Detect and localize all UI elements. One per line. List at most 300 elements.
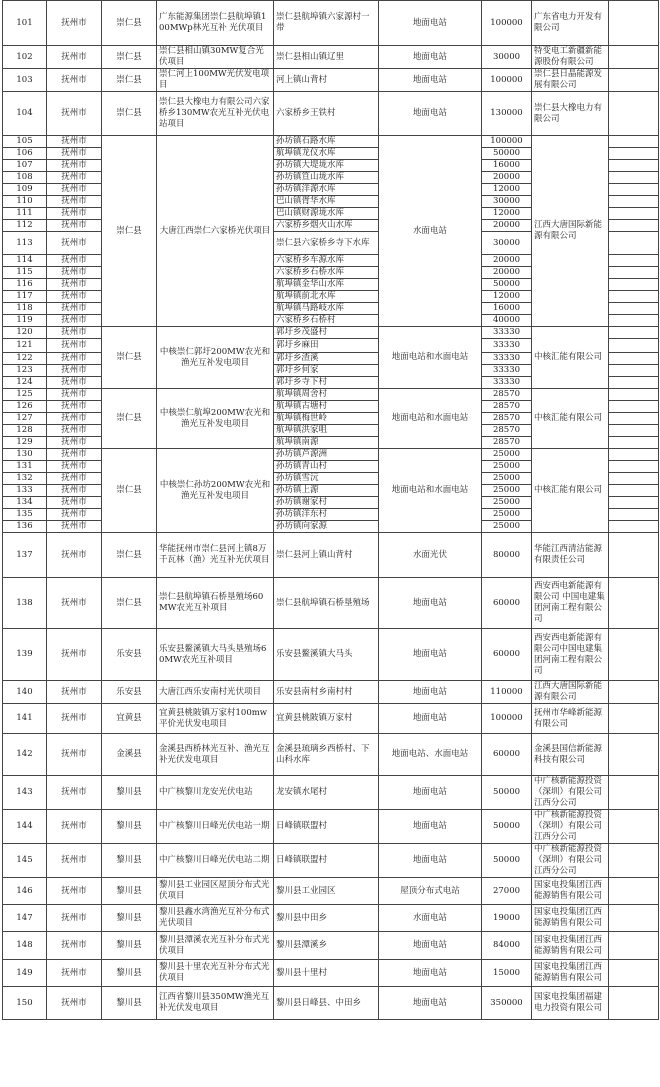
table-row: [3, 776, 659, 810]
capacity-cell: 60000: [482, 629, 532, 681]
table-row: [3, 810, 659, 844]
row-number: 118: [3, 303, 47, 315]
row-number: 129: [3, 437, 47, 449]
capacity-cell: 100000: [482, 1, 532, 46]
table-row: [3, 681, 659, 704]
city-cell: 抚州市: [47, 220, 102, 232]
row-number: 122: [3, 353, 47, 365]
capacity-cell: 84000: [482, 932, 532, 960]
capacity-cell: 30000: [482, 196, 532, 208]
blank-cell: [609, 533, 659, 578]
blank-cell: [609, 136, 659, 148]
row-number: 131: [3, 461, 47, 473]
project-name-cell: 崇仁县相山镇30MW复合光伏项目: [157, 46, 274, 69]
county-cell: 崇仁县: [102, 578, 157, 629]
city-cell: 抚州市: [47, 629, 102, 681]
table-row: [3, 905, 659, 932]
capacity-cell: 100000: [482, 704, 532, 734]
row-number: 120: [3, 327, 47, 339]
site-cell: 六家桥乡石桥村: [274, 315, 379, 327]
company-cell: 广东省电力开发有限公司: [532, 1, 609, 46]
capacity-cell: 50000: [482, 776, 532, 810]
blank-cell: [609, 279, 659, 291]
station-type-cell: 地面电站、水面电站: [379, 734, 482, 776]
table-row: [3, 704, 659, 734]
site-cell: 郭圩乡茂盛村: [274, 327, 379, 339]
station-type-cell: 地面电站: [379, 810, 482, 844]
company-cell: 崇仁县日晶能源发展有限公司: [532, 69, 609, 92]
site-cell: 孙坊镇雪沅: [274, 473, 379, 485]
station-type-cell: 屋顶分布式电站: [379, 878, 482, 905]
company-cell: 华能江西清洁能源有限责任公司: [532, 533, 609, 578]
city-cell: 抚州市: [47, 184, 102, 196]
row-number: 139: [3, 629, 47, 681]
station-type-cell: 地面电站: [379, 69, 482, 92]
capacity-cell: 27000: [482, 878, 532, 905]
blank-cell: [609, 353, 659, 365]
city-cell: 抚州市: [47, 681, 102, 704]
company-cell: 中广核新能源投资（深圳）有限公司江西分公司: [532, 810, 609, 844]
capacity-cell: 12000: [482, 208, 532, 220]
city-cell: 抚州市: [47, 485, 102, 497]
blank-cell: [609, 497, 659, 509]
capacity-cell: 25000: [482, 449, 532, 461]
row-number: 133: [3, 485, 47, 497]
site-cell: 黎川县十里村: [274, 960, 379, 987]
site-cell: 郭圩乡渣溪: [274, 353, 379, 365]
station-type-cell: 地面电站: [379, 987, 482, 1020]
capacity-cell: 12000: [482, 184, 532, 196]
site-cell: 河上镇山背村: [274, 69, 379, 92]
county-cell: 崇仁县: [102, 389, 157, 449]
station-type-cell: 地面电站和水面电站: [379, 449, 482, 533]
capacity-cell: 100000: [482, 136, 532, 148]
company-cell: 中核汇能有限公司: [532, 449, 609, 533]
city-cell: 抚州市: [47, 473, 102, 485]
project-name-cell: 黎川县潭溪农光互补分布式光伏项目: [157, 932, 274, 960]
county-cell: 崇仁县: [102, 69, 157, 92]
row-number: 115: [3, 267, 47, 279]
city-cell: 抚州市: [47, 267, 102, 279]
table-row: [3, 734, 659, 776]
blank-cell: [609, 461, 659, 473]
blank-cell: [609, 172, 659, 184]
company-cell: 国家电投集团江西能源销售有限公司: [532, 905, 609, 932]
city-cell: 抚州市: [47, 521, 102, 533]
city-cell: 抚州市: [47, 92, 102, 136]
site-cell: 郭圩乡麻田: [274, 339, 379, 353]
capacity-cell: 28570: [482, 389, 532, 401]
company-cell: 崇仁县大橡电力有限公司: [532, 92, 609, 136]
project-name-cell: 崇仁县航埠镇石桥垦殖场60MW农光互补项目: [157, 578, 274, 629]
site-cell: 航埠镇前北水库: [274, 291, 379, 303]
row-number: 138: [3, 578, 47, 629]
site-cell: 日峰镇联盟村: [274, 810, 379, 844]
county-cell: 崇仁县: [102, 92, 157, 136]
blank-cell: [609, 449, 659, 461]
capacity-cell: 50000: [482, 810, 532, 844]
table-row: [3, 449, 659, 461]
blank-cell: [609, 776, 659, 810]
site-cell: 六家桥乡车源水库: [274, 255, 379, 267]
city-cell: 抚州市: [47, 315, 102, 327]
city-cell: 抚州市: [47, 401, 102, 413]
city-cell: 抚州市: [47, 1, 102, 46]
capacity-cell: 20000: [482, 220, 532, 232]
station-type-cell: 地面电站: [379, 92, 482, 136]
city-cell: 抚州市: [47, 960, 102, 987]
capacity-cell: 80000: [482, 533, 532, 578]
project-name-cell: 中广核黎川日峰光伏电站一期: [157, 810, 274, 844]
city-cell: 抚州市: [47, 389, 102, 401]
county-cell: 金溪县: [102, 734, 157, 776]
blank-cell: [609, 220, 659, 232]
capacity-cell: 28570: [482, 437, 532, 449]
row-number: 135: [3, 509, 47, 521]
capacity-cell: 28570: [482, 425, 532, 437]
site-cell: 孙坊镇向家源: [274, 521, 379, 533]
site-cell: 航埠镇古塘村: [274, 401, 379, 413]
blank-cell: [609, 425, 659, 437]
row-number: 128: [3, 425, 47, 437]
company-cell: 国家电投集团江西能源销售有限公司: [532, 878, 609, 905]
capacity-cell: 25000: [482, 461, 532, 473]
row-number: 125: [3, 389, 47, 401]
city-cell: 抚州市: [47, 69, 102, 92]
capacity-cell: 25000: [482, 509, 532, 521]
table-row: [3, 389, 659, 401]
row-number: 130: [3, 449, 47, 461]
capacity-cell: 25000: [482, 497, 532, 509]
project-name-cell: 江西省黎川县350MW渔光互补光伏发电项目: [157, 987, 274, 1020]
county-cell: 黎川县: [102, 932, 157, 960]
blank-cell: [609, 810, 659, 844]
site-cell: 孙坊镇青山村: [274, 461, 379, 473]
row-number: 103: [3, 69, 47, 92]
project-name-cell: 黎川县鑫水湾渔光互补分布式光伏项目: [157, 905, 274, 932]
blank-cell: [609, 303, 659, 315]
table-row: [3, 92, 659, 136]
blank-cell: [609, 401, 659, 413]
capacity-cell: 50000: [482, 148, 532, 160]
city-cell: 抚州市: [47, 905, 102, 932]
project-name-cell: 广东能源集团崇仁县航埠镇100MWp林光互补 光伏项目: [157, 1, 274, 46]
city-cell: 抚州市: [47, 160, 102, 172]
county-cell: 黎川县: [102, 905, 157, 932]
site-cell: 孙坊镇谢家村: [274, 497, 379, 509]
capacity-cell: 100000: [482, 69, 532, 92]
county-cell: 黎川县: [102, 776, 157, 810]
table-row: [3, 878, 659, 905]
project-name-cell: 中核崇仁航埠200MW农光和渔光互补发电项目: [157, 389, 274, 449]
city-cell: 抚州市: [47, 172, 102, 184]
city-cell: 抚州市: [47, 734, 102, 776]
capacity-cell: 30000: [482, 232, 532, 255]
city-cell: 抚州市: [47, 136, 102, 148]
station-type-cell: 水面光伏: [379, 533, 482, 578]
capacity-cell: 50000: [482, 844, 532, 878]
blank-cell: [609, 521, 659, 533]
city-cell: 抚州市: [47, 196, 102, 208]
project-name-cell: 中核崇仁郭圩200MW农光和渔光互补发电项目: [157, 327, 274, 389]
capacity-cell: 16000: [482, 303, 532, 315]
city-cell: 抚州市: [47, 776, 102, 810]
blank-cell: [609, 255, 659, 267]
row-number: 109: [3, 184, 47, 196]
row-number: 148: [3, 932, 47, 960]
blank-cell: [609, 315, 659, 327]
site-cell: 崇仁县航埠镇六家源村一带: [274, 1, 379, 46]
table-row: [3, 932, 659, 960]
capacity-cell: 19000: [482, 905, 532, 932]
row-number: 141: [3, 704, 47, 734]
blank-cell: [609, 327, 659, 339]
row-number: 134: [3, 497, 47, 509]
station-type-cell: 地面电站: [379, 844, 482, 878]
row-number: 121: [3, 339, 47, 353]
blank-cell: [609, 208, 659, 220]
station-type-cell: 地面电站: [379, 960, 482, 987]
site-cell: 孙坊镇上源: [274, 485, 379, 497]
table-row: [3, 69, 659, 92]
capacity-cell: 28570: [482, 401, 532, 413]
county-cell: 黎川县: [102, 960, 157, 987]
site-cell: 日峰镇联盟村: [274, 844, 379, 878]
site-cell: 孙坊镇石路水库: [274, 136, 379, 148]
row-number: 149: [3, 960, 47, 987]
city-cell: 抚州市: [47, 365, 102, 377]
station-type-cell: 地面电站: [379, 629, 482, 681]
project-name-cell: 中广核黎川龙安光伏电站: [157, 776, 274, 810]
row-number: 104: [3, 92, 47, 136]
site-cell: 航埠镇周舍村: [274, 389, 379, 401]
project-name-cell: 大唐江西崇仁六家桥光伏项目: [157, 136, 274, 327]
city-cell: 抚州市: [47, 279, 102, 291]
capacity-cell: 15000: [482, 960, 532, 987]
blank-cell: [609, 389, 659, 401]
row-number: 114: [3, 255, 47, 267]
blank-cell: [609, 704, 659, 734]
city-cell: 抚州市: [47, 208, 102, 220]
company-cell: 特变电工新疆新能源股份有限公司: [532, 46, 609, 69]
blank-cell: [609, 160, 659, 172]
site-cell: 黎川县日峰县、中田乡: [274, 987, 379, 1020]
capacity-cell: 33330: [482, 377, 532, 389]
county-cell: 崇仁县: [102, 46, 157, 69]
row-number: 132: [3, 473, 47, 485]
project-name-cell: 中核崇仁孙坊200MW农光和渔光互补发电项目: [157, 449, 274, 533]
station-type-cell: 地面电站: [379, 704, 482, 734]
city-cell: 抚州市: [47, 377, 102, 389]
city-cell: 抚州市: [47, 987, 102, 1020]
station-type-cell: 地面电站: [379, 46, 482, 69]
project-name-cell: 宜黄县桃陂镇万家村100mw平价光伏发电项目: [157, 704, 274, 734]
row-number: 111: [3, 208, 47, 220]
row-number: 117: [3, 291, 47, 303]
capacity-cell: 30000: [482, 46, 532, 69]
county-cell: 黎川县: [102, 844, 157, 878]
blank-cell: [609, 184, 659, 196]
station-type-cell: 地面电站和水面电站: [379, 327, 482, 389]
blank-cell: [609, 485, 659, 497]
blank-cell: [609, 1, 659, 46]
row-number: 143: [3, 776, 47, 810]
company-cell: 国家电投集团江西能源销售有限公司: [532, 960, 609, 987]
city-cell: 抚州市: [47, 327, 102, 339]
blank-cell: [609, 413, 659, 425]
city-cell: 抚州市: [47, 255, 102, 267]
site-cell: 巴山镇胥华水库: [274, 196, 379, 208]
county-cell: 黎川县: [102, 878, 157, 905]
blank-cell: [609, 681, 659, 704]
blank-cell: [609, 629, 659, 681]
city-cell: 抚州市: [47, 303, 102, 315]
blank-cell: [609, 267, 659, 279]
site-cell: 航埠镇金华山水库: [274, 279, 379, 291]
blank-cell: [609, 960, 659, 987]
row-number: 140: [3, 681, 47, 704]
blank-cell: [609, 734, 659, 776]
blank-cell: [609, 92, 659, 136]
site-cell: 崇仁县六家桥乡寺下水库: [274, 232, 379, 255]
company-cell: 中广核新能源投资（深圳）有限公司江西分公司: [532, 776, 609, 810]
site-cell: 航埠镇梅世岭: [274, 413, 379, 425]
station-type-cell: 地面电站: [379, 681, 482, 704]
blank-cell: [609, 878, 659, 905]
row-number: 124: [3, 377, 47, 389]
city-cell: 抚州市: [47, 232, 102, 255]
capacity-cell: 50000: [482, 279, 532, 291]
row-number: 150: [3, 987, 47, 1020]
site-cell: 六家桥乡石桥水库: [274, 267, 379, 279]
county-cell: 崇仁县: [102, 327, 157, 389]
site-cell: 巴山镇财源垅水库: [274, 208, 379, 220]
blank-cell: [609, 291, 659, 303]
project-table: [2, 0, 659, 1020]
capacity-cell: 25000: [482, 485, 532, 497]
row-number: 144: [3, 810, 47, 844]
blank-cell: [609, 46, 659, 69]
city-cell: 抚州市: [47, 578, 102, 629]
blank-cell: [609, 509, 659, 521]
row-number: 142: [3, 734, 47, 776]
site-cell: 崇仁县航埠镇石桥垦殖场: [274, 578, 379, 629]
blank-cell: [609, 148, 659, 160]
city-cell: 抚州市: [47, 533, 102, 578]
row-number: 107: [3, 160, 47, 172]
project-name-cell: 崇仁县大橡电力有限公司六家桥乡130MW农光互补光伏电站项目: [157, 92, 274, 136]
site-cell: 黎川县工业园区: [274, 878, 379, 905]
city-cell: 抚州市: [47, 461, 102, 473]
county-cell: 黎川县: [102, 810, 157, 844]
city-cell: 抚州市: [47, 509, 102, 521]
table-row: [3, 629, 659, 681]
city-cell: 抚州市: [47, 353, 102, 365]
capacity-cell: 40000: [482, 315, 532, 327]
site-cell: 孙坊镇洋源水库: [274, 184, 379, 196]
county-cell: 乐安县: [102, 629, 157, 681]
blank-cell: [609, 365, 659, 377]
site-cell: 孙坊镇大堤垅水库: [274, 160, 379, 172]
capacity-cell: 16000: [482, 160, 532, 172]
city-cell: 抚州市: [47, 339, 102, 353]
table-row: [3, 987, 659, 1020]
table-row: [3, 578, 659, 629]
site-cell: 六家桥乡烟火山水库: [274, 220, 379, 232]
table-row: [3, 136, 659, 148]
row-number: 112: [3, 220, 47, 232]
blank-cell: [609, 473, 659, 485]
city-cell: 抚州市: [47, 844, 102, 878]
capacity-cell: 20000: [482, 267, 532, 279]
company-cell: 江西大唐国际新能源有限公司: [532, 681, 609, 704]
capacity-cell: 28570: [482, 413, 532, 425]
company-cell: 国家电投集团江西能源销售有限公司: [532, 932, 609, 960]
row-number: 108: [3, 172, 47, 184]
company-cell: 金溪县国信新能源科技有限公司: [532, 734, 609, 776]
site-cell: 航埠镇洪家咀: [274, 425, 379, 437]
station-type-cell: 地面电站: [379, 1, 482, 46]
county-cell: 宜黄县: [102, 704, 157, 734]
row-number: 106: [3, 148, 47, 160]
project-name-cell: 金溪县西桥林光互补、渔光互补光伏发电项目: [157, 734, 274, 776]
company-cell: 中广核新能源投资（深圳）有限公司江西分公司: [532, 844, 609, 878]
blank-cell: [609, 844, 659, 878]
site-cell: 乐安县南村乡南村村: [274, 681, 379, 704]
station-type-cell: 地面电站和水面电站: [379, 389, 482, 449]
project-name-cell: 中广核黎川日峰光伏电站二期: [157, 844, 274, 878]
capacity-cell: 350000: [482, 987, 532, 1020]
city-cell: 抚州市: [47, 449, 102, 461]
city-cell: 抚州市: [47, 932, 102, 960]
city-cell: 抚州市: [47, 425, 102, 437]
company-cell: 西安西电新能源有限公司中国电建集团河南工程有限公司: [532, 629, 609, 681]
site-cell: 航埠镇龙仪水库: [274, 148, 379, 160]
station-type-cell: 水面电站: [379, 136, 482, 327]
capacity-cell: 60000: [482, 734, 532, 776]
row-number: 145: [3, 844, 47, 878]
county-cell: 黎川县: [102, 987, 157, 1020]
project-name-cell: 黎川县十里农光互补分布式光伏项目: [157, 960, 274, 987]
row-number: 146: [3, 878, 47, 905]
company-cell: 江西大唐国际新能源有限公司: [532, 136, 609, 327]
project-name-cell: 华能抚州市崇仁县河上镇8万千瓦林（渔）光互补光伏项目: [157, 533, 274, 578]
capacity-cell: 25000: [482, 473, 532, 485]
county-cell: 崇仁县: [102, 1, 157, 46]
site-cell: 航埠镇南源: [274, 437, 379, 449]
city-cell: 抚州市: [47, 497, 102, 509]
county-cell: 崇仁县: [102, 136, 157, 327]
city-cell: 抚州市: [47, 437, 102, 449]
blank-cell: [609, 339, 659, 353]
blank-cell: [609, 232, 659, 255]
capacity-cell: 33330: [482, 353, 532, 365]
company-cell: 中核汇能有限公司: [532, 389, 609, 449]
site-cell: 郭圩乡寺下村: [274, 377, 379, 389]
project-name-cell: 崇仁河上100MW光伏发电项目: [157, 69, 274, 92]
blank-cell: [609, 905, 659, 932]
site-cell: 崇仁县河上镇山背村: [274, 533, 379, 578]
station-type-cell: 水面电站: [379, 905, 482, 932]
row-number: 137: [3, 533, 47, 578]
site-cell: 龙安镇水尾村: [274, 776, 379, 810]
row-number: 105: [3, 136, 47, 148]
city-cell: 抚州市: [47, 413, 102, 425]
company-cell: 中核汇能有限公司: [532, 327, 609, 389]
site-cell: 孙坊镇洋东村: [274, 509, 379, 521]
site-cell: 乐安县鳌溪镇大马头: [274, 629, 379, 681]
capacity-cell: 12000: [482, 291, 532, 303]
